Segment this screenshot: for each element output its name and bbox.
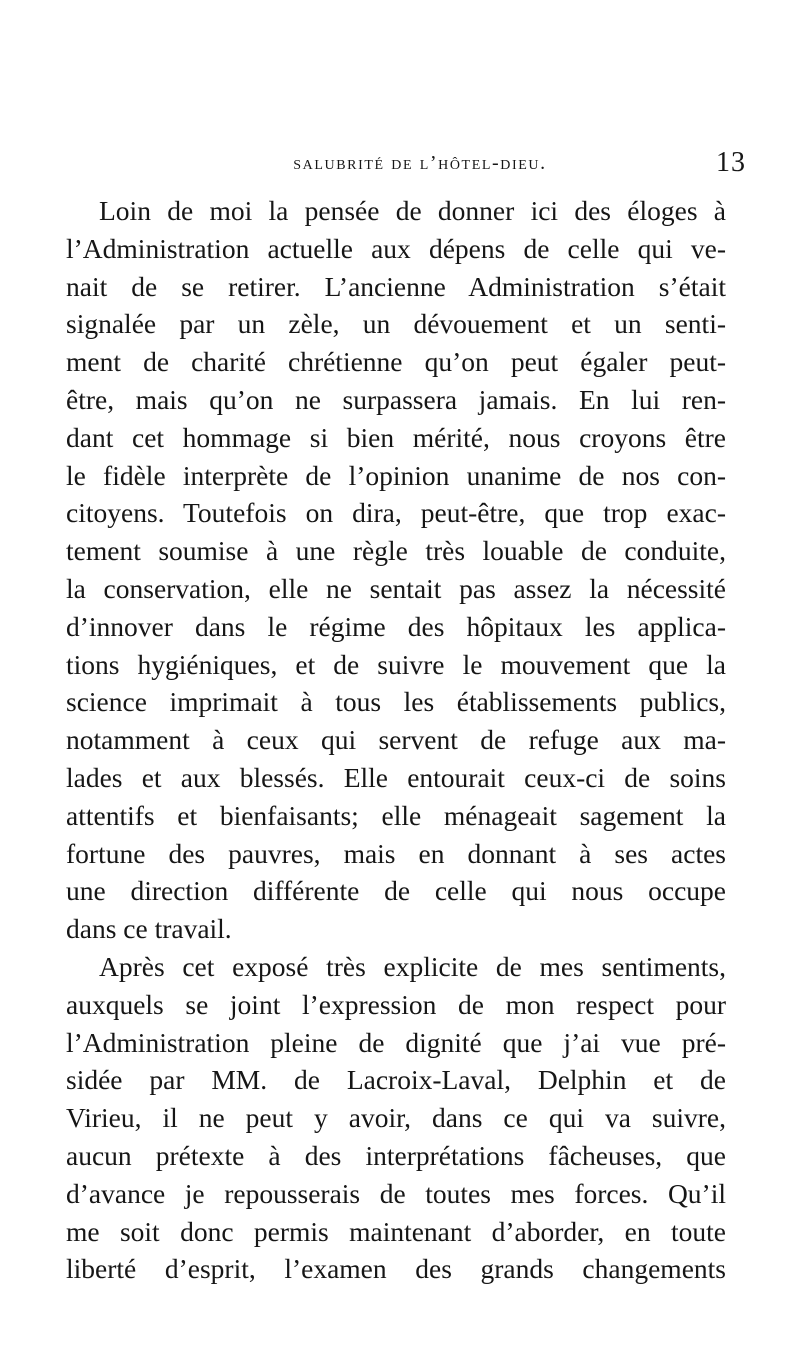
body-text: [66, 192, 726, 1288]
text-line: notamment à ceux qui servent de refuge aux ma-: [66, 724, 726, 756]
running-title: salubrité de l’hôtel-dieu.: [293, 152, 547, 174]
text-line: me soit donc permis maintenant d’aborder, en toute: [66, 1215, 726, 1247]
text-line: dant cet hommage si bien mérité, nous croyons être: [66, 421, 726, 453]
text-line: ment de charité chrétienne qu’on peut égaler peut-: [66, 346, 726, 378]
text-line: citoyens. Toutefois on dira, peut-être, que trop exac-: [66, 497, 726, 529]
text-line: Loin de moi la pensée de donner ici des éloges à: [99, 195, 726, 226]
text-line: tions hygiéniques, et de suivre le mouvement que la: [66, 648, 726, 680]
text-line: être, mais qu’on ne surpassera jamais. En lui ren-: [66, 383, 726, 415]
text-line: aucun prétexte à des interprétations fâcheuses, que: [66, 1139, 726, 1171]
text-line: d’innover dans le régime des hôpitaux les applica-: [66, 610, 726, 642]
text-line: science imprimait à tous les établissements publics,: [66, 686, 726, 718]
text-line: liberté d’esprit, l’examen des grands changements: [66, 1253, 726, 1285]
text-line: la conservation, elle ne sentait pas assez la nécessité: [66, 572, 726, 604]
text-line: nait de se retirer. L’ancienne Administration s’était: [66, 270, 726, 302]
text-line: sidée par MM. de Lacroix-Laval, Delphin et de: [66, 1064, 726, 1096]
text-line: l’Administration actuelle aux dépens de celle qui ve-: [66, 232, 726, 264]
text-line: l’Administration pleine de dignité que j’ai vue pré-: [66, 1026, 726, 1058]
text-line: dans ce travail.: [66, 913, 232, 945]
text-line: une direction différente de celle qui nous occupe: [66, 875, 726, 907]
text-line: auxquels se joint l’expression de mon respect pour: [66, 988, 726, 1020]
running-head: [0, 147, 800, 192]
text-line: signalée par un zèle, un dévouement et un senti-: [66, 308, 726, 340]
text-line: attentifs et bienfaisants; elle ménageait sagement la: [66, 799, 726, 831]
text-line: Virieu, il ne peut y avoir, dans ce qui va suivre,: [66, 1102, 726, 1134]
text-line: tement soumise à une règle très louable de conduite,: [66, 535, 726, 567]
page-number: 13: [716, 147, 746, 178]
text-line: d’avance je repousserais de toutes mes forces. Qu’il: [66, 1177, 726, 1209]
text-line: lades et aux blessés. Elle entourait ceux-ci de soins: [66, 761, 726, 793]
text-line: Après cet exposé très explicite de mes sentiments,: [99, 950, 726, 982]
text-line: le fidèle interprète de l’opinion unanime de nos con-: [66, 459, 726, 491]
text-line: fortune des pauvres, mais en donnant à ses actes: [66, 837, 726, 869]
